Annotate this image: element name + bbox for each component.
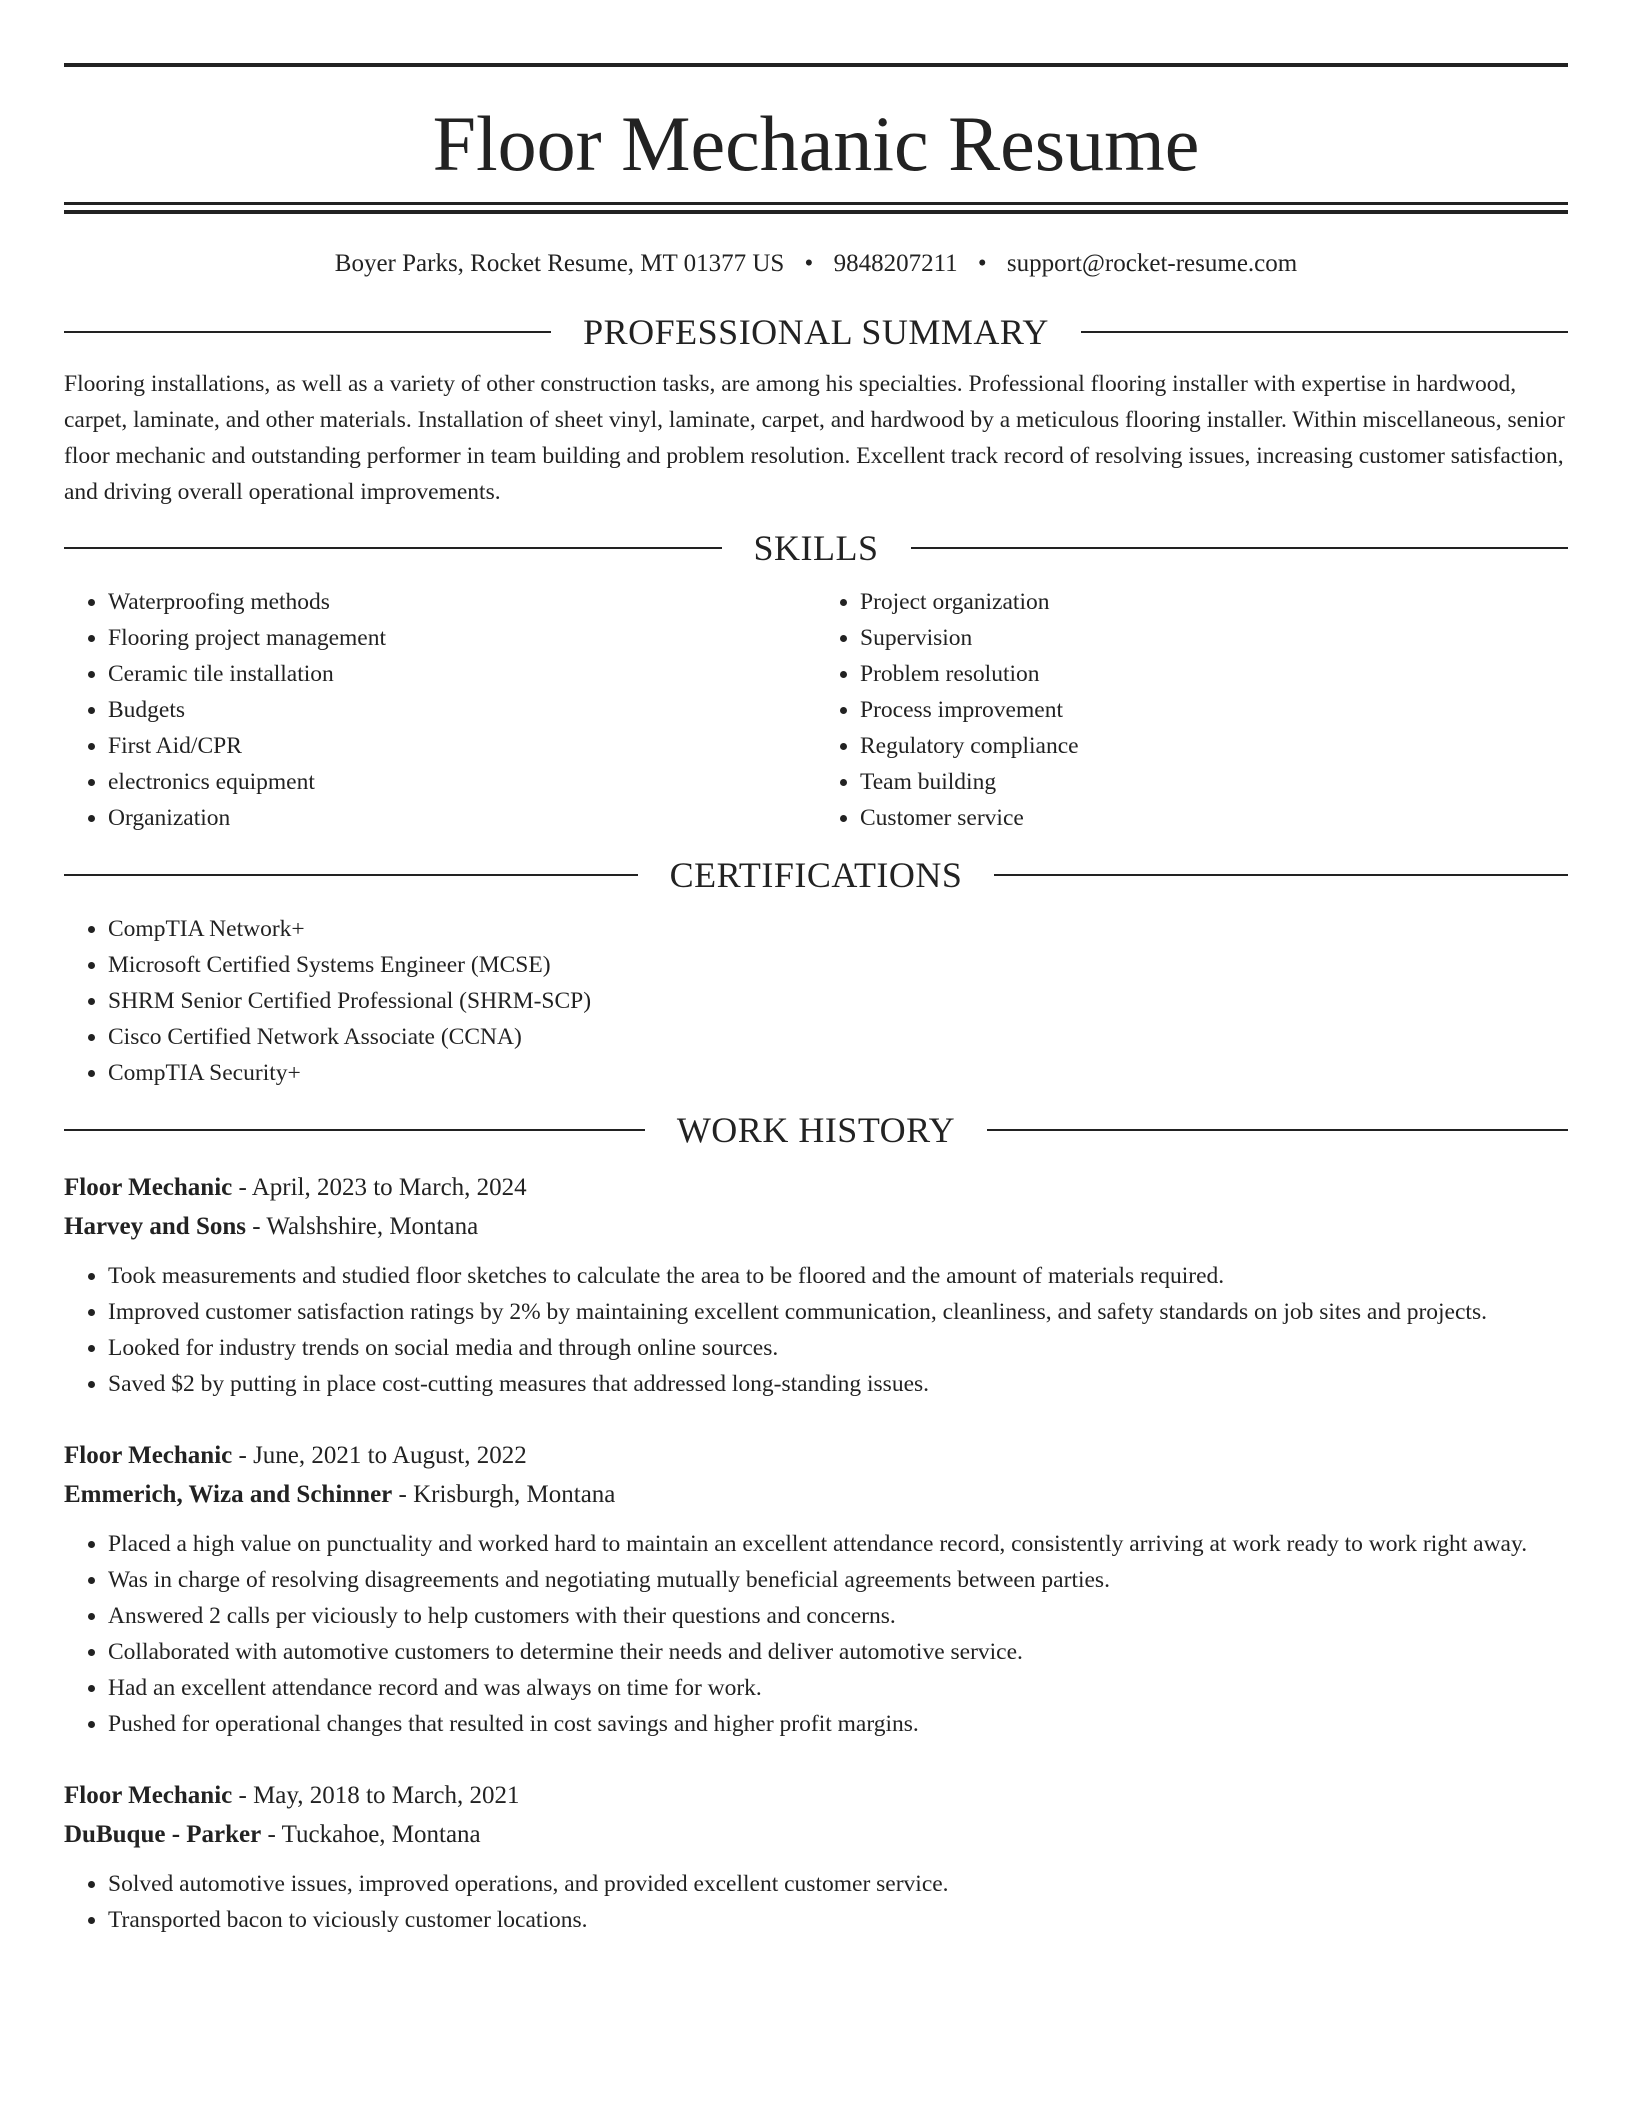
skill-item: • Waterproofing methods bbox=[108, 584, 816, 620]
work-history-list bbox=[64, 1168, 1568, 1938]
job-dates: - May, 2018 to March, 2021 bbox=[232, 1782, 520, 1809]
skill-item: • Problem resolution bbox=[860, 656, 1568, 692]
certification-item: • SHRM Senior Certified Professional (SHRM-SCP) bbox=[108, 983, 1568, 1019]
section-title: SKILLS bbox=[753, 528, 879, 568]
summary-text: Flooring installations, as well as a variety of other construction tasks, are among his specialties. Professional flooring installer with expertise in hardwood, carpet, laminate, and other materials. Installation of sheet vinyl, laminate, carpet, and hardwood by a meticulous flooring installer. Within miscellaneous, senior floor mechanic and outstanding performer in team building and problem resolution. Excellent track record of resolving issues, increasing customer satisfaction, and driving overall operational improvements. bbox=[64, 371, 1565, 505]
job-company: Emmerich, Wiza and Schinner bbox=[64, 1481, 393, 1508]
heading-rule bbox=[64, 1129, 645, 1131]
skill-item: • Process improvement bbox=[860, 692, 1568, 728]
job-bullets bbox=[64, 1258, 1568, 1402]
skill-item: • First Aid/CPR bbox=[108, 728, 816, 764]
section-heading-work-history bbox=[64, 1108, 1568, 1152]
job-title-line bbox=[64, 1168, 1568, 1207]
job-entry bbox=[64, 1168, 1568, 1402]
skill-item: • Budgets bbox=[108, 692, 816, 728]
job-bullet: • Collaborated with automotive customers to determine their needs and deliver automotive service. bbox=[108, 1634, 1568, 1670]
job-title: Floor Mechanic bbox=[64, 1174, 233, 1201]
job-dates: - June, 2021 to August, 2022 bbox=[232, 1442, 527, 1469]
heading-rule bbox=[64, 331, 551, 333]
heading-rule bbox=[911, 547, 1569, 549]
job-bullet: • Had an excellent attendance record and was always on time for work. bbox=[108, 1670, 1568, 1706]
job-dates: - April, 2023 to March, 2024 bbox=[232, 1174, 527, 1201]
heading-rule bbox=[64, 874, 638, 876]
job-bullets bbox=[64, 1526, 1568, 1742]
job-company-line bbox=[64, 1207, 1568, 1246]
skills-list bbox=[64, 584, 1568, 836]
heading-rule bbox=[64, 547, 722, 549]
job-bullets bbox=[64, 1866, 1568, 1938]
resume-page bbox=[64, 0, 1568, 1938]
job-company: DuBuque - Parker bbox=[64, 1821, 262, 1848]
job-company-line bbox=[64, 1475, 1568, 1514]
contact-address: Boyer Parks, Rocket Resume, MT 01377 US bbox=[334, 250, 785, 277]
certifications-list bbox=[64, 911, 1568, 1091]
certification-item: • CompTIA Security+ bbox=[108, 1055, 1568, 1091]
heading-rule bbox=[994, 874, 1568, 876]
contact-line bbox=[64, 247, 1568, 281]
job-bullet: • Saved $2 by putting in place cost-cutting measures that addressed long-standing issues. bbox=[108, 1366, 1568, 1402]
job-location: - Krisburgh, Montana bbox=[392, 1481, 616, 1508]
certification-item: • Microsoft Certified Systems Engineer (MCSE) bbox=[108, 947, 1568, 983]
job-bullet: • Improved customer satisfaction ratings by 2% by maintaining excellent communication, cleanliness, and safety standards on job sites and projects. bbox=[108, 1294, 1568, 1330]
job-entry bbox=[64, 1436, 1568, 1742]
section-title: CERTIFICATIONS bbox=[669, 855, 963, 895]
job-title: Floor Mechanic bbox=[64, 1442, 233, 1469]
heading-rule bbox=[1081, 331, 1568, 333]
job-location: - Tuckahoe, Montana bbox=[261, 1821, 481, 1848]
job-bullet: • Solved automotive issues, improved operations, and provided excellent customer service. bbox=[108, 1866, 1568, 1902]
skill-item: • Ceramic tile installation bbox=[108, 656, 816, 692]
job-title-line bbox=[64, 1776, 1568, 1815]
section-title: WORK HISTORY bbox=[676, 1110, 956, 1150]
job-bullet: • Transported bacon to viciously customer locations. bbox=[108, 1902, 1568, 1938]
heading-rule bbox=[987, 1129, 1568, 1131]
job-bullet: • Took measurements and studied floor sketches to calculate the area to be floored and the amount of materials required. bbox=[108, 1258, 1568, 1294]
top-rule bbox=[64, 63, 1568, 67]
skill-item: • Team building bbox=[860, 764, 1568, 800]
contact-separator: • bbox=[804, 250, 814, 277]
job-bullet: • Pushed for operational changes that resulted in cost savings and higher profit margins. bbox=[108, 1706, 1568, 1742]
job-entry bbox=[64, 1776, 1568, 1938]
skills-column-right bbox=[816, 584, 1568, 836]
skill-item: • Customer service bbox=[860, 800, 1568, 836]
job-bullet: • Placed a high value on punctuality and worked hard to maintain an excellent attendance record, consistently arriving at work ready to work right away. bbox=[108, 1526, 1568, 1562]
skill-item: • Organization bbox=[108, 800, 816, 836]
skill-item: • electronics equipment bbox=[108, 764, 816, 800]
skill-item: • Flooring project management bbox=[108, 620, 816, 656]
skill-item: • Regulatory compliance bbox=[860, 728, 1568, 764]
contact-phone: 9848207211 bbox=[833, 250, 958, 277]
contact-separator: • bbox=[977, 250, 987, 277]
title-double-rule bbox=[64, 202, 1568, 214]
section-title: PROFESSIONAL SUMMARY bbox=[583, 312, 1049, 352]
skill-item: • Project organization bbox=[860, 584, 1568, 620]
skill-item: • Supervision bbox=[860, 620, 1568, 656]
certification-item: • CompTIA Network+ bbox=[108, 911, 1568, 947]
job-company: Harvey and Sons bbox=[64, 1213, 246, 1240]
resume-title: Floor Mechanic Resume bbox=[432, 100, 1200, 187]
skills-column-left bbox=[64, 584, 816, 836]
section-heading-certifications bbox=[64, 853, 1568, 897]
section-heading-skills bbox=[64, 526, 1568, 570]
contact-email[interactable]: support@rocket-resume.com bbox=[1006, 250, 1298, 277]
job-location: - Walshshire, Montana bbox=[245, 1213, 479, 1240]
job-bullet: • Was in charge of resolving disagreements and negotiating mutually beneficial agreements between parties. bbox=[108, 1562, 1568, 1598]
job-bullet: • Answered 2 calls per viciously to help customers with their questions and concerns. bbox=[108, 1598, 1568, 1634]
job-title-line bbox=[64, 1436, 1568, 1475]
certification-item: • Cisco Certified Network Associate (CCNA) bbox=[108, 1019, 1568, 1055]
section-heading-summary bbox=[64, 310, 1568, 354]
job-title: Floor Mechanic bbox=[64, 1782, 233, 1809]
job-bullet: • Looked for industry trends on social media and through online sources. bbox=[108, 1330, 1568, 1366]
job-company-line bbox=[64, 1815, 1568, 1854]
